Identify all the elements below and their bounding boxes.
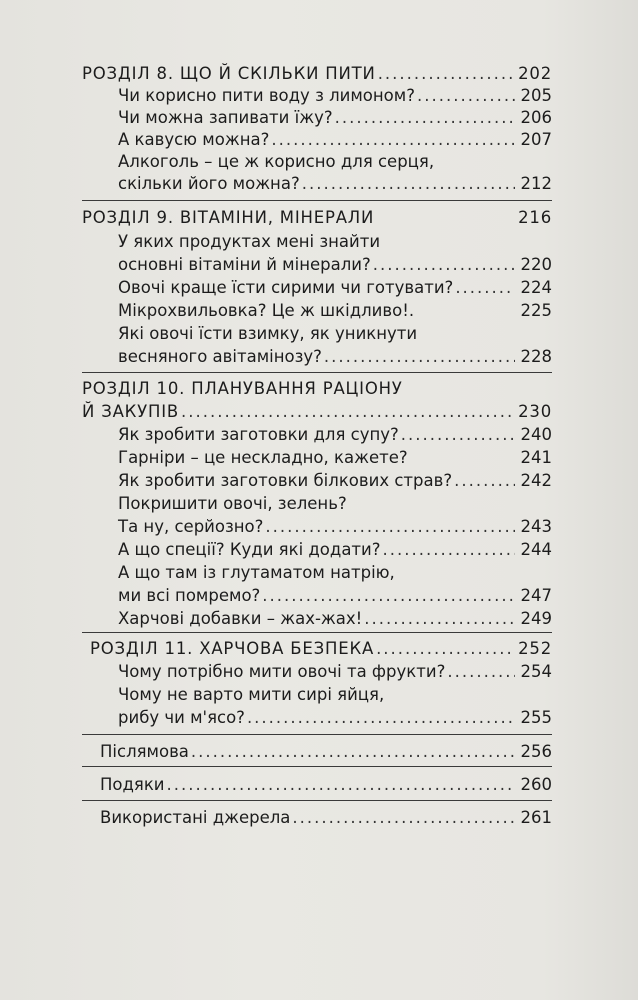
toc-thanks[interactable] bbox=[100, 773, 552, 797]
page-number: 243 bbox=[520, 517, 552, 536]
leader-dots bbox=[265, 515, 515, 539]
page-number: 205 bbox=[520, 86, 552, 105]
chapter-title-line: РОЗДІЛ 10. ПЛАНУВАННЯ РАЦІОНУ bbox=[82, 379, 403, 398]
page-number: 254 bbox=[520, 662, 552, 681]
toc-entry[interactable] bbox=[118, 584, 552, 608]
toc-entry[interactable] bbox=[118, 253, 552, 277]
entry-title: Мікрохвильовка? Це ж шкідливо!. bbox=[118, 301, 415, 320]
entry-title: Подяки bbox=[100, 775, 165, 794]
page-number: 242 bbox=[520, 471, 552, 490]
leader-dots bbox=[454, 469, 515, 493]
chapter-title: РОЗДІЛ 8. ЩО Й СКІЛЬКИ ПИТИ bbox=[82, 64, 376, 83]
toc-entry[interactable] bbox=[118, 172, 552, 196]
toc-entry[interactable] bbox=[118, 515, 552, 539]
leader-dots bbox=[262, 584, 515, 608]
entry-title: Як зробити заготовки білкових страв? bbox=[118, 471, 453, 490]
page-number: 207 bbox=[520, 130, 552, 149]
page-number: 216 bbox=[518, 208, 552, 227]
entry-title: Овочі краще їсти сирими чи готувати? bbox=[118, 278, 454, 297]
leader-dots bbox=[373, 253, 515, 277]
page-number: 212 bbox=[520, 174, 552, 193]
section-divider bbox=[82, 632, 552, 633]
section-divider bbox=[82, 766, 552, 767]
entry-title: Гарніри – це нескладно, кажете? bbox=[118, 448, 408, 467]
leader-dots bbox=[271, 128, 515, 152]
toc-entry[interactable] bbox=[118, 706, 552, 730]
toc-sources[interactable] bbox=[100, 806, 552, 830]
page-number: 244 bbox=[520, 540, 552, 559]
entry-title: Чому потрібно мити овочі та фрукти? bbox=[118, 662, 446, 681]
leader-dots bbox=[324, 345, 515, 369]
page-number: 240 bbox=[520, 425, 552, 444]
entry-title-line: Покришити овочі, зелень? bbox=[118, 494, 347, 513]
page-number: 256 bbox=[520, 742, 552, 761]
page-number: 224 bbox=[520, 278, 552, 297]
entry-title-line: У яких продуктах мені знайти bbox=[118, 232, 381, 251]
entry-title: Харчові добавки – жах-жах! bbox=[118, 609, 363, 628]
toc-chapter-9[interactable] bbox=[82, 206, 552, 230]
entry-title: Використані джерела bbox=[100, 808, 291, 827]
page-number: 202 bbox=[518, 64, 552, 83]
toc-entry[interactable] bbox=[118, 538, 552, 562]
page-number: 228 bbox=[520, 347, 552, 366]
toc-entry[interactable] bbox=[118, 106, 552, 130]
entry-title: основні вітаміни й мінерали? bbox=[118, 255, 371, 274]
page-number: 206 bbox=[520, 108, 552, 127]
section-divider bbox=[82, 200, 552, 201]
leader-dots bbox=[302, 172, 515, 196]
leader-dots bbox=[292, 806, 515, 830]
leader-dots bbox=[455, 276, 515, 300]
page-number: 249 bbox=[520, 609, 552, 628]
entry-title: скільки його можна? bbox=[118, 174, 300, 193]
toc-entry[interactable] bbox=[118, 660, 552, 684]
leader-dots bbox=[376, 637, 515, 661]
leader-dots bbox=[383, 538, 515, 562]
toc-entry[interactable] bbox=[118, 446, 552, 470]
section-divider bbox=[82, 800, 552, 801]
entry-title: Як зробити заготовки для супу? bbox=[118, 425, 399, 444]
entry-title: Чи корисно пити воду з лимоном? bbox=[118, 86, 415, 105]
page-number: 252 bbox=[518, 639, 552, 658]
entry-title: Післямова bbox=[100, 742, 189, 761]
leader-dots bbox=[417, 84, 515, 108]
leader-dots bbox=[335, 106, 515, 130]
page-number: 241 bbox=[520, 448, 552, 467]
entry-title: А кавусю можна? bbox=[118, 130, 270, 149]
entry-title: весняного авітамінозу? bbox=[118, 347, 322, 366]
page-number: 260 bbox=[520, 775, 552, 794]
page-number: 230 bbox=[518, 402, 552, 421]
toc-entry[interactable] bbox=[118, 345, 552, 369]
entry-title-line: А що там із глутаматом натрію, bbox=[118, 563, 395, 582]
chapter-title: РОЗДІЛ 9. ВІТАМІНИ, МІНЕРАЛИ bbox=[82, 208, 375, 227]
section-divider bbox=[82, 372, 552, 373]
toc-entry[interactable] bbox=[118, 299, 552, 323]
leader-dots bbox=[247, 706, 515, 730]
leader-dots bbox=[447, 660, 515, 684]
leader-dots bbox=[167, 773, 515, 797]
entry-title: рибу чи м'ясо? bbox=[118, 708, 245, 727]
entry-title-line: Алкоголь – це ж корисно для серця, bbox=[118, 152, 435, 171]
toc-entry[interactable] bbox=[118, 84, 552, 108]
leader-dots bbox=[364, 607, 515, 631]
leader-dots bbox=[191, 740, 515, 764]
entry-title-line: Чому не варто мити сирі яйця, bbox=[118, 685, 385, 704]
toc-entry[interactable] bbox=[118, 469, 552, 493]
entry-title: Та ну, серйозно? bbox=[118, 517, 264, 536]
toc-entry[interactable] bbox=[118, 128, 552, 152]
toc-entry[interactable] bbox=[118, 607, 552, 631]
section-divider bbox=[82, 734, 552, 735]
page-number: 247 bbox=[520, 586, 552, 605]
page-number: 261 bbox=[520, 808, 552, 827]
toc-chapter-8[interactable] bbox=[82, 62, 552, 86]
leader-dots bbox=[181, 400, 515, 424]
toc-chapter-10[interactable] bbox=[82, 400, 552, 424]
toc-chapter-11[interactable] bbox=[90, 637, 552, 661]
entry-title: Чи можна запивати їжу? bbox=[118, 108, 333, 127]
toc-entry[interactable] bbox=[118, 276, 552, 300]
toc-afterword[interactable] bbox=[100, 740, 552, 764]
entry-title: ми всі помремо? bbox=[118, 586, 261, 605]
leader-dots bbox=[401, 423, 515, 447]
entry-title: А що спеції? Куди які додати? bbox=[118, 540, 381, 559]
entry-title-line: Які овочі їсти взимку, як уникнути bbox=[118, 324, 418, 343]
page-number: 220 bbox=[520, 255, 552, 274]
chapter-title: Й ЗАКУПІВ bbox=[82, 402, 180, 421]
page-number: 225 bbox=[520, 301, 552, 320]
toc-entry[interactable] bbox=[118, 423, 552, 447]
page-number: 255 bbox=[520, 708, 552, 727]
chapter-title: РОЗДІЛ 11. ХАРЧОВА БЕЗПЕКА bbox=[90, 639, 375, 658]
leader-dots bbox=[378, 62, 515, 86]
